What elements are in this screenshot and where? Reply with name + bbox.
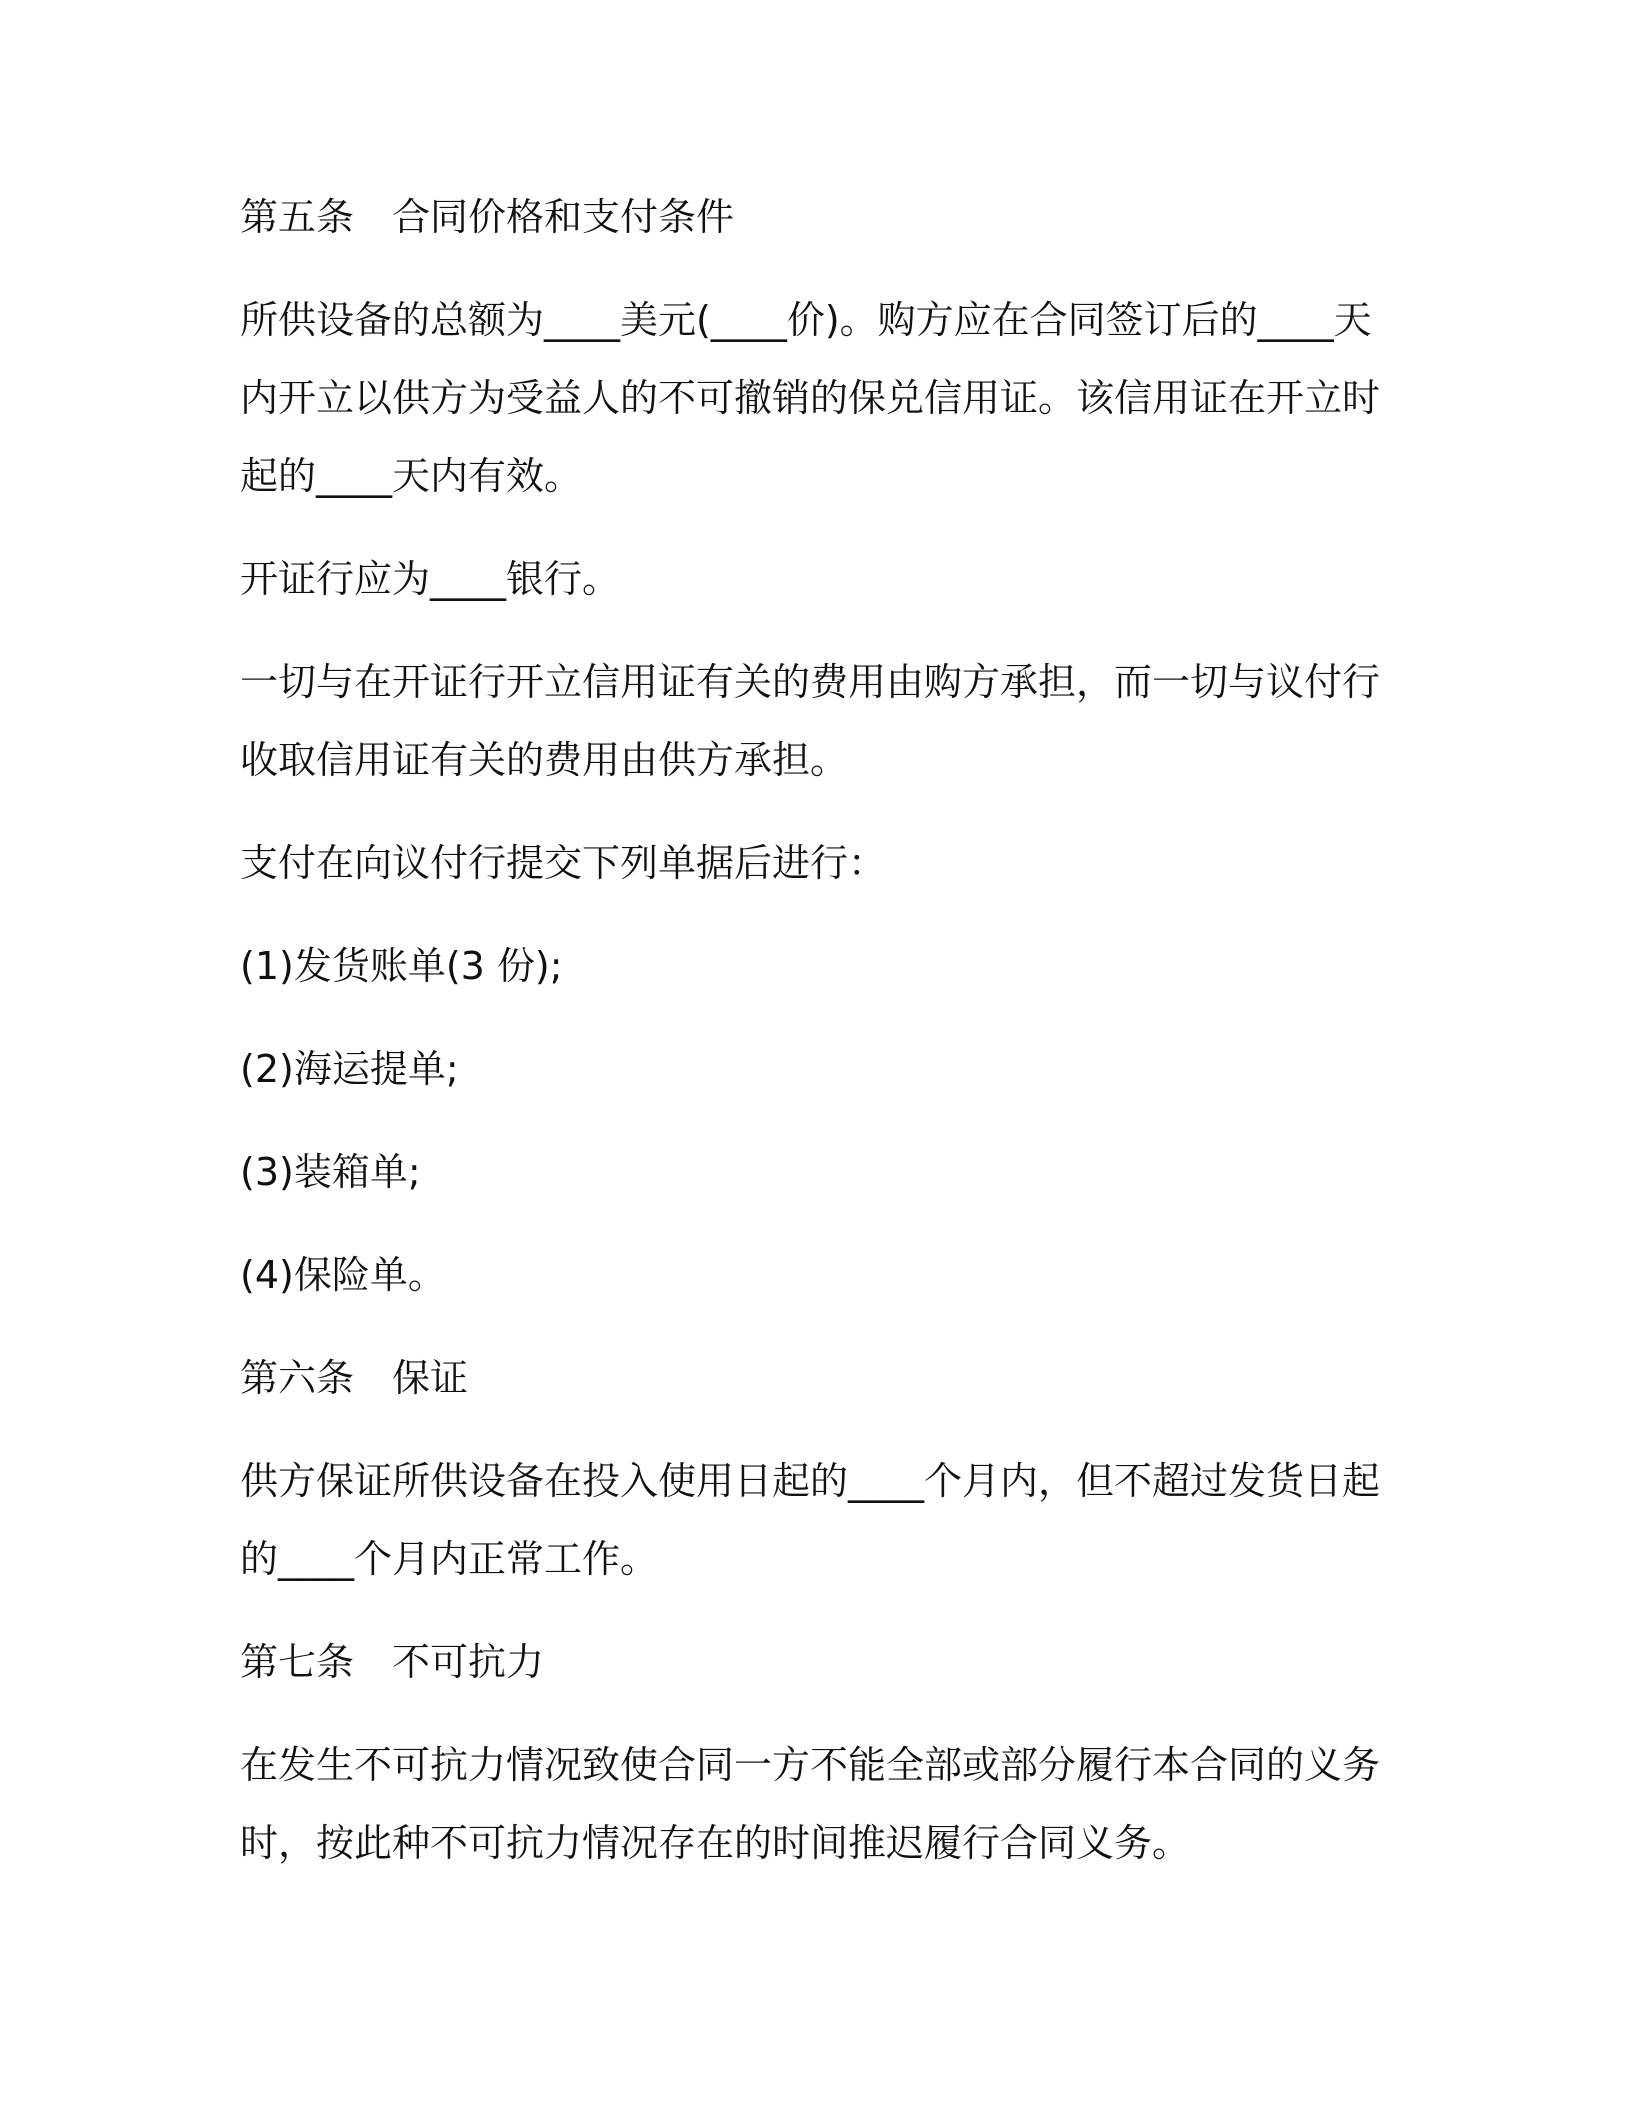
force-majeure-paragraph: 在发生不可抗力情况致使合同一方不能全部或部分履行本合同的义务时，按此种不可抗力情况存在的时间推迟履行合同义务。: [240, 1743, 1381, 1865]
total-amount-paragraph: 所供设备的总额为____美元(____价)。购方应在合同签订后的____天内开立以供方为受益人的不可撤销的保兑信用证。该信用证在开立时起的____天内有效。: [240, 298, 1381, 498]
document-list-item-3: (3)装箱单;: [240, 1150, 421, 1194]
document-body: [240, 178, 1400, 1907]
warranty-paragraph: 供方保证所供设备在投入使用日起的____个月内，但不超过发货日起的____个月内正常工作。: [240, 1459, 1381, 1581]
article-5-heading: 第五条 合同价格和支付条件: [240, 195, 735, 239]
document-list-item-4: (4)保险单。: [240, 1253, 446, 1297]
payment-documents-intro: 支付在向议付行提交下列单据后进行：: [240, 841, 887, 885]
document-list-item-2: (2)海运提单;: [240, 1047, 459, 1091]
document-list-item-1: (1)发货账单(3 份);: [240, 944, 563, 988]
fees-paragraph: 一切与在开证行开立信用证有关的费用由购方承担，而一切与议付行收取信用证有关的费用由供方承担。: [240, 660, 1381, 782]
article-6-heading: 第六条 保证: [240, 1356, 469, 1400]
article-7-heading: 第七条 不可抗力: [240, 1640, 545, 1684]
issuing-bank-paragraph: 开证行应为____银行。: [240, 557, 621, 601]
